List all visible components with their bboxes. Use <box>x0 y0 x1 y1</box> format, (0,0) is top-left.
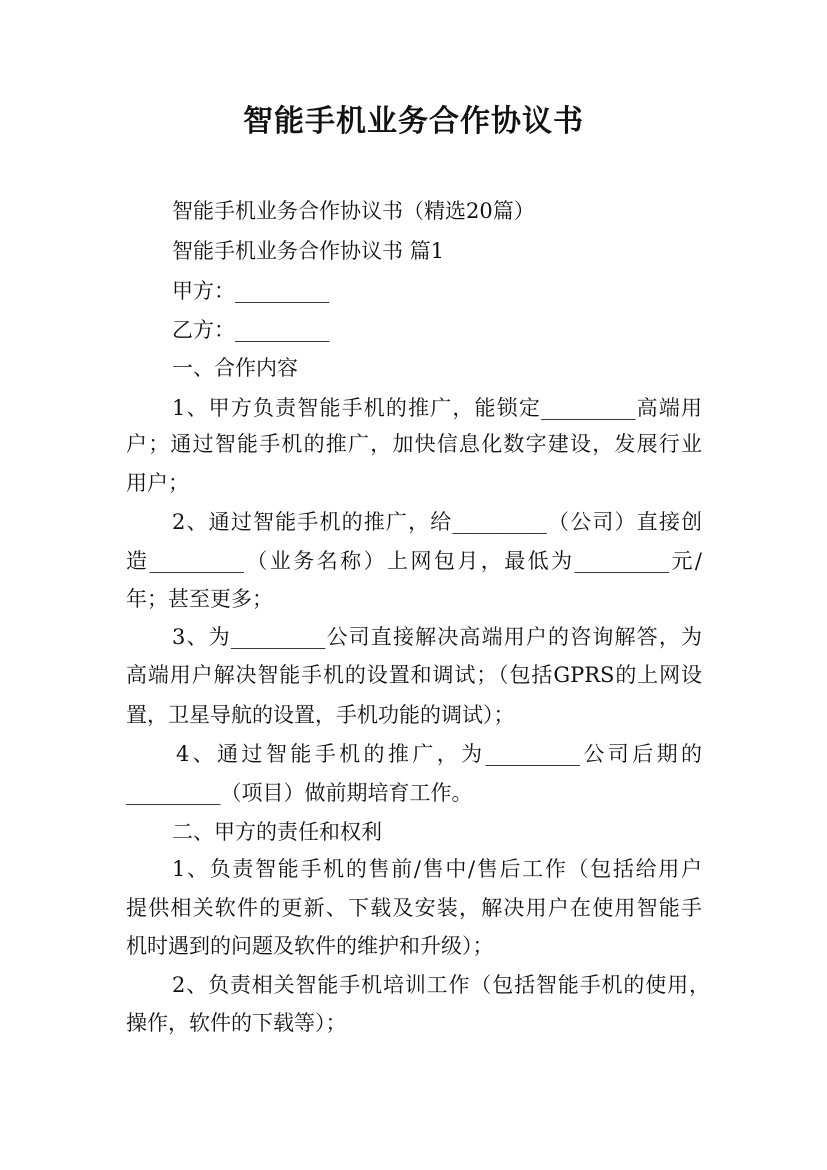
paragraph-line: 高端用户解决智能手机的设置和调试；（包括GPRS的上网设 <box>126 663 702 687</box>
paragraph-line: 2、负责相关智能手机培训工作（包括智能手机的使用， <box>172 973 710 997</box>
subtitle-line: 智能手机业务合作协议书（精选20篇） <box>172 199 535 223</box>
paragraph-line: 置，卫星导航的设置，手机功能的调试）； <box>126 703 515 727</box>
document-title: 智能手机业务合作协议书 <box>243 104 584 139</box>
paragraph-line: _________（项目）做前期培育工作。 <box>126 781 473 805</box>
paragraph-line: 造_________（业务名称）上网包月，最低为_________元/ <box>126 549 702 573</box>
paragraph-line: 提供相关软件的更新、下载及安装，解决用户在使用智能手 <box>126 896 702 920</box>
heading-cooperation-content: 一、合作内容 <box>172 356 298 380</box>
paragraph-line: 2、通过智能手机的推广，给_________（公司）直接创 <box>172 510 702 534</box>
section-heading-line: 智能手机业务合作协议书 篇1 <box>172 239 445 263</box>
party-b-line: 乙方：_________ <box>172 318 330 342</box>
paragraph-line: 1、负责智能手机的售前/售中/售后工作（包括给用户 <box>172 857 702 881</box>
heading-party-a-responsibilities: 二、甲方的责任和权利 <box>172 820 382 844</box>
paragraph-line: 年；甚至更多； <box>126 587 273 611</box>
paragraph-line: 1、甲方负责智能手机的推广，能锁定_________高端用 <box>172 396 702 420</box>
paragraph-line: 机时遇到的问题及软件的维护和升级）； <box>126 934 494 958</box>
paragraph-line: 操作，软件的下载等）； <box>126 1011 347 1035</box>
paragraph-line: 用户； <box>126 471 189 495</box>
paragraph-line: 3、为_________公司直接解决高端用户的咨询解答，为 <box>172 625 702 649</box>
party-a-line: 甲方：_________ <box>172 279 330 303</box>
paragraph-line: 4、通过智能手机的推广，为_________公司后期的 <box>176 742 702 766</box>
paragraph-line: 户；通过智能手机的推广，加快信息化数字建设，发展行业 <box>126 432 702 456</box>
